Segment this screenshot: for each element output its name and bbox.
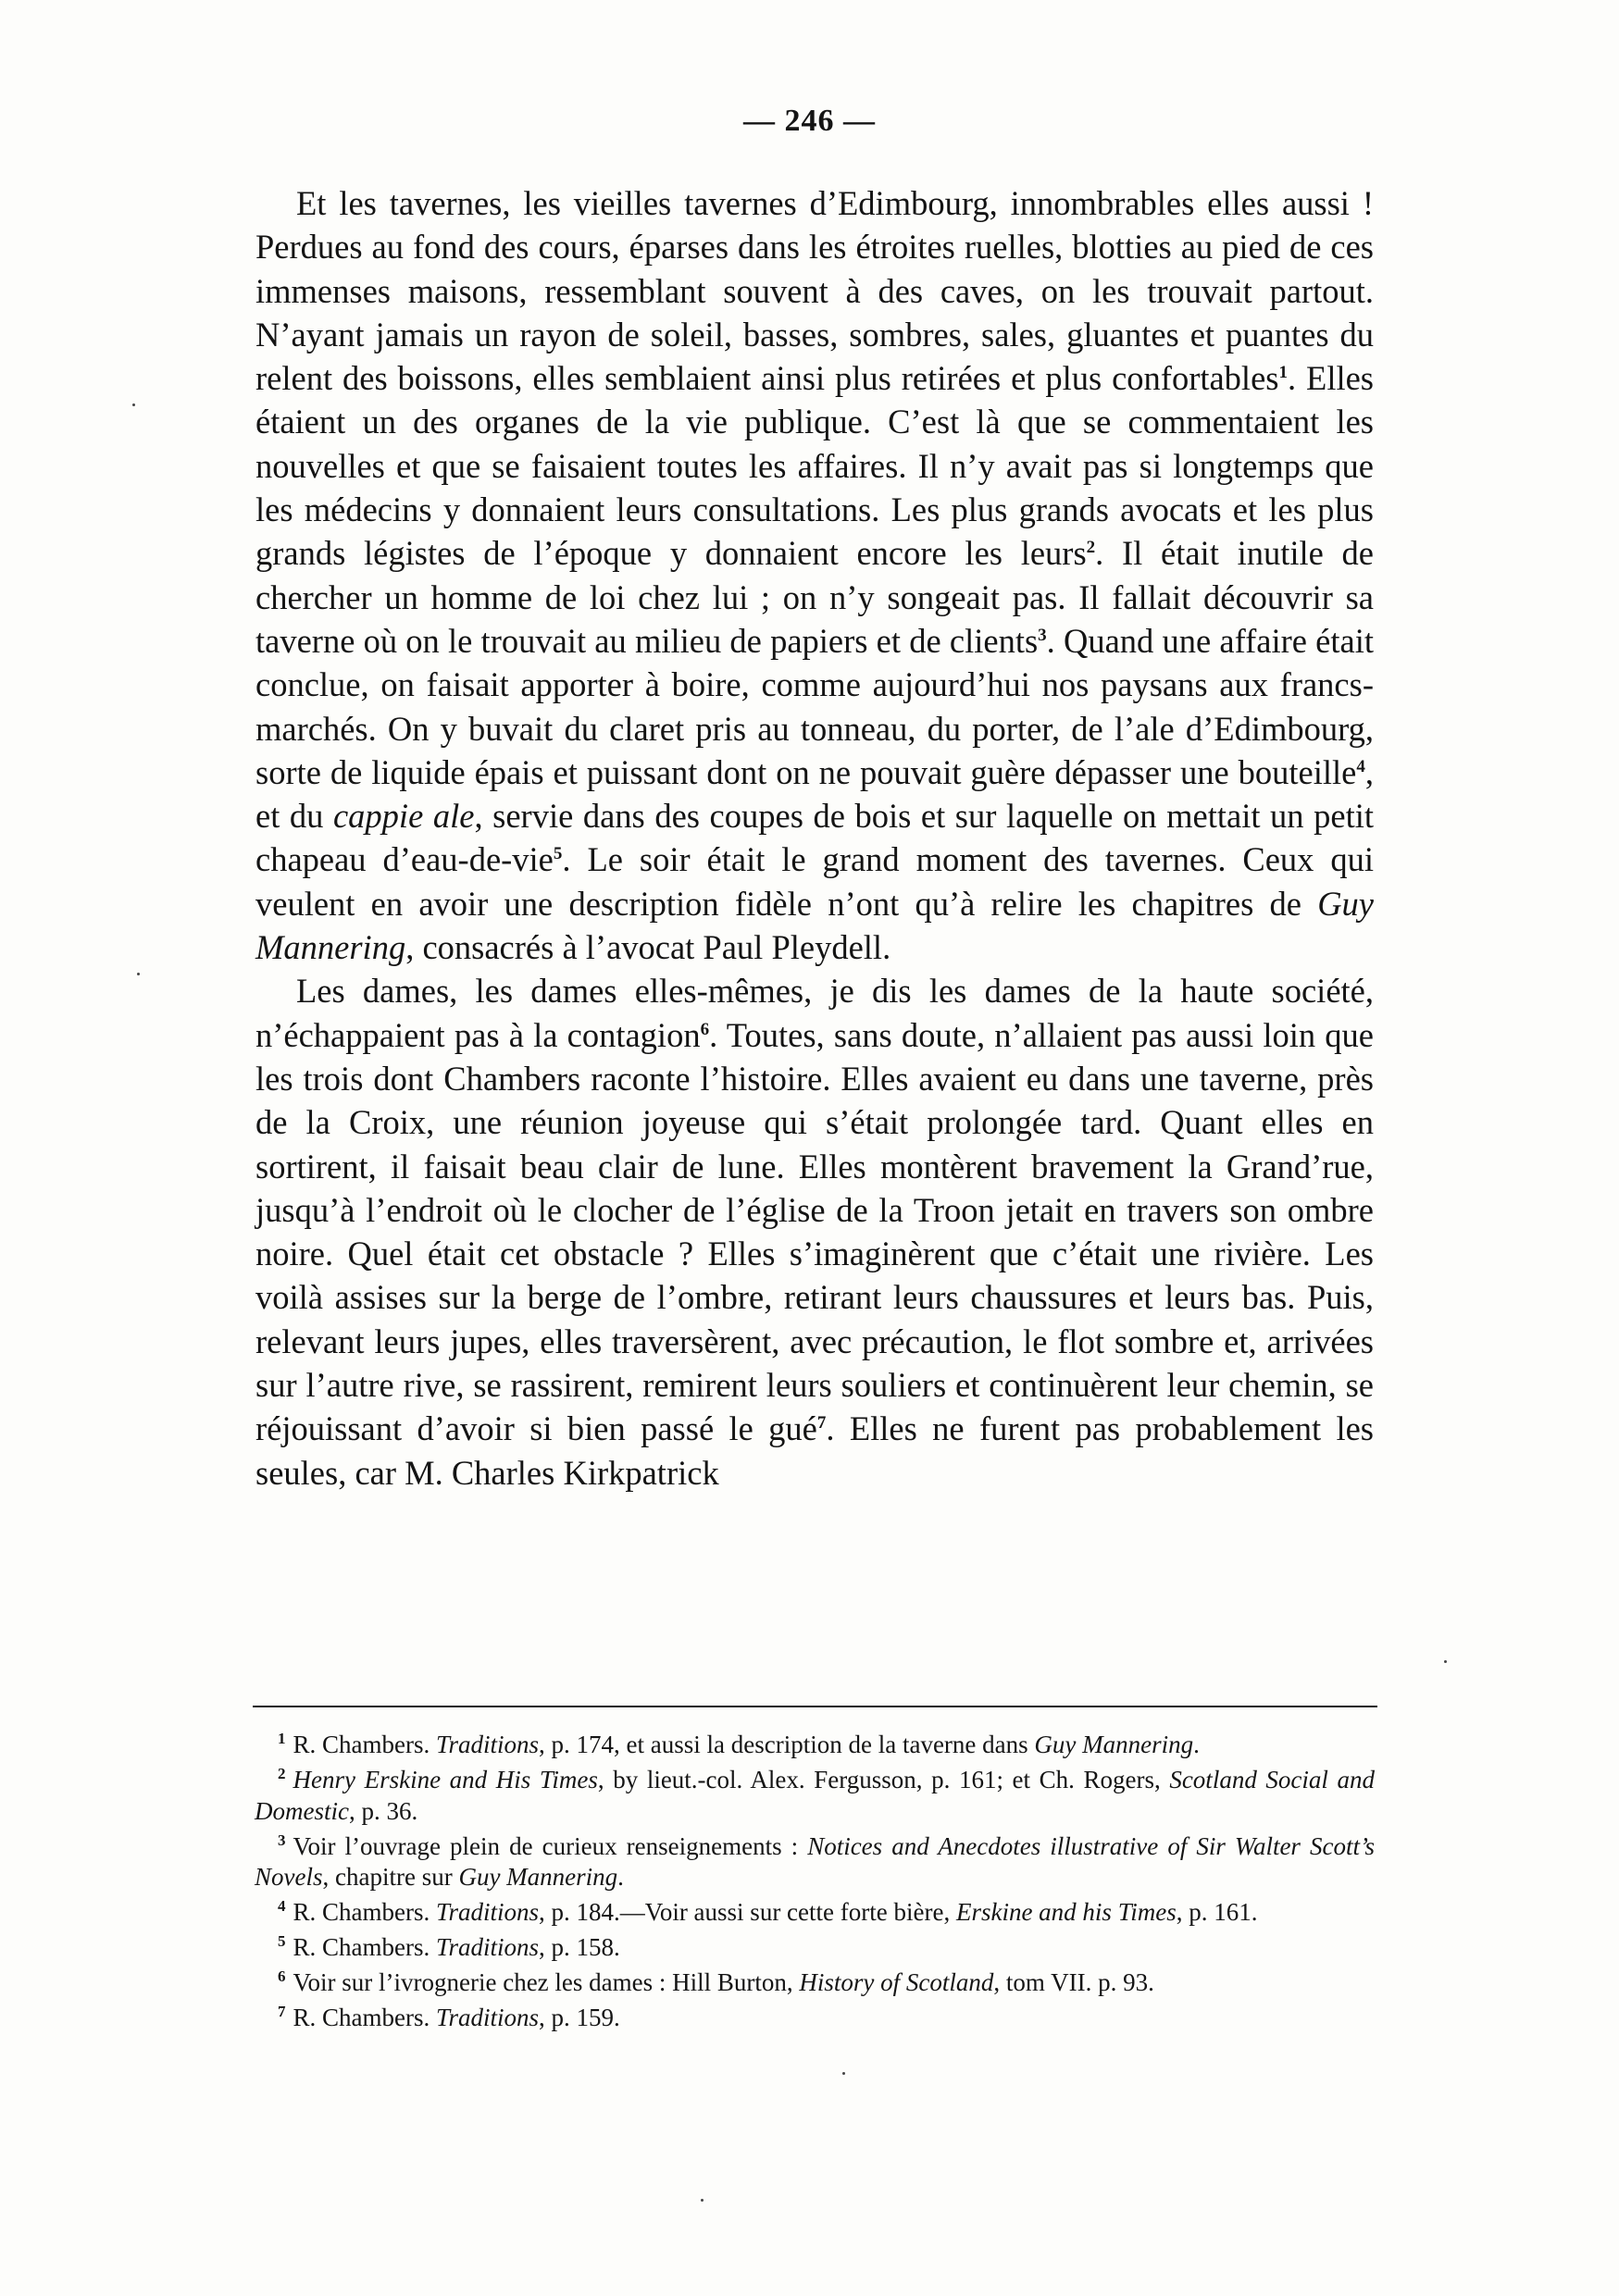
- paragraph: [255, 181, 1374, 969]
- footnote-number: 3: [278, 1831, 286, 1849]
- italic-title: Erskine and his Times: [955, 1898, 1177, 1926]
- footnote-number: 1: [278, 1730, 286, 1747]
- footnote: [255, 1831, 1375, 1893]
- footnote: [255, 1765, 1375, 1827]
- footnote-number: 4: [278, 1897, 286, 1915]
- text-run: . Quand une affaire était conclue, on faisait apporter à boire, comme aujourd’hui nos paysans aux francs-marchés. On y buvait du claret pris au tonneau, du porter, de l’ale d’Edimbourg, sorte de liquide épais et puissant dont on ne pouvait guère dépasser une bouteille: [255, 621, 1374, 791]
- paper-speck: [137, 973, 140, 975]
- text-run: . Elles étaient un des organes de la vie publique. C’est là que se commentaient les nouvelles et que se faisaient toutes les affaires. Il n’y avait pas si longtemps que les médecins y donnaient leurs consultations. Les plus grands avocats et les plus grands légistes de l’époque y donnaient encore les leurs: [255, 359, 1375, 573]
- text-run: , p. 159.: [539, 2004, 620, 2031]
- italic-title: Guy Mannering: [1034, 1731, 1194, 1758]
- paper-speck: [1444, 1660, 1447, 1663]
- text-run: . Le soir était le grand moment des tavernes. Ceux qui veulent en avoir une description fidèle n’ont qu’à relire les chapitres de: [255, 840, 1374, 923]
- footnote-reference: 4: [1356, 756, 1365, 776]
- text-run: , tom VII. p. 93.: [993, 1968, 1154, 1996]
- italic-title: Traditions: [436, 2004, 540, 2031]
- text-run: . Il était inutile de chercher un homme de loi chez lui ; on n’y songeait pas. Il fallait découvrir sa taverne où on le trouvait au milieu de papiers et de clients: [255, 534, 1375, 660]
- italic-title: Notices and Anecdotes illustrative of Sir Walter Scott’s Novels: [255, 1831, 1375, 1891]
- text-run: , servie dans des coupes de bois et sur laquelle on mettait un petit chapeau d’eau-de-vie: [255, 797, 1374, 879]
- footnote: [255, 1730, 1375, 1761]
- footnotes: [255, 1730, 1375, 2038]
- italic-title: Henry Erskine and His Times: [293, 1766, 598, 1793]
- footnote-reference: 1: [1278, 363, 1288, 383]
- text-run: R. Chambers.: [293, 1731, 436, 1758]
- text-run: . Toutes, sans doute, n’allaient pas aussi loin que les trois dont Chambers raconte l’histoire. Elles avaient eu dans une taverne, près de la Croix, une réunion joyeuse qui s’était prolongée tard. Quant elles en sortirent, il faisait beau clair de lune. Elles montèrent bravement la Grand’rue, jusqu’à l’endroit où le clocher de l’église de la Troon jetait en travers son ombre noire. Quel était cet obstacle ? Elles s’imaginèrent que c’était une rivière. Les voilà assises sur la berge de l’ombre, retirant leurs chaussures et leurs bas. Puis, relevant leurs jupes, elles traversèrent, avec précaution, le flot sombre et, arrivées sur l’autre rive, se rassirent, remirent leurs souliers et continuèrent leur chemin, se réjouissant d’avoir si bien passé le gué: [255, 1015, 1374, 1448]
- text-run: , by lieut.-col. Alex. Fergusson, p. 161; et Ch. Rogers,: [597, 1766, 1170, 1793]
- text-run: . Elles ne furent pas probablement les seules, car M. Charles Kirkpatrick: [255, 1409, 1375, 1492]
- page-number: — 246 —: [743, 104, 876, 138]
- footnote: [255, 1932, 1375, 1964]
- footnote-number: 6: [278, 1967, 286, 1985]
- italic-title: Guy Mannering: [458, 1863, 618, 1891]
- paragraph: [255, 969, 1374, 1495]
- text-run: .: [1193, 1731, 1200, 1758]
- footnote: [255, 1967, 1375, 1999]
- text-run: , p. 36.: [348, 1796, 418, 1825]
- italic-title: Guy Mannering: [255, 884, 1374, 967]
- paper-speck: [701, 2199, 704, 2202]
- text-run: , et du: [255, 752, 1374, 836]
- footnote-reference: 5: [553, 844, 563, 864]
- footnote-reference: 6: [700, 1019, 710, 1039]
- footnote-divider: [253, 1706, 1377, 1707]
- text-run: R. Chambers.: [293, 2004, 436, 2031]
- text-run: R. Chambers.: [293, 1898, 436, 1926]
- footnote-reference: 7: [816, 1413, 827, 1433]
- text-run: , p. 158.: [539, 1933, 620, 1961]
- footnote-number: 7: [278, 2003, 286, 2020]
- text-run: R. Chambers.: [293, 1933, 436, 1961]
- text-run: .: [617, 1863, 624, 1891]
- text-run: , consacrés à l’avocat Paul Pleydell.: [405, 928, 891, 967]
- italic-title: cappie ale: [332, 797, 475, 836]
- italic-title: Traditions: [436, 1898, 540, 1926]
- text-run: Voir sur l’ivrognerie chez les dames : Hill Burton,: [293, 1968, 800, 1996]
- italic-title: History of Scotland: [799, 1968, 994, 1996]
- footnote-number: 5: [278, 1932, 286, 1950]
- footnote: [255, 1897, 1375, 1929]
- text-run: Et les tavernes, les vieilles tavernes d’Edimbourg, innombrables elles aussi ! Perdues au fond des cours, éparses dans les étroites ruelles, blotties au pied de ces immenses maisons, ressemblant souvent à des caves, on les trouvait partout. N’ayant jamais un rayon de soleil, basses, sombres, sales, gluantes et puantes du relent des boissons, elles semblaient ainsi plus retirées et plus confortables: [255, 184, 1374, 398]
- text-run: , p. 174, et aussi la description de la taverne dans: [539, 1731, 1035, 1758]
- text-run: Voir l’ouvrage plein de curieux renseignements :: [293, 1831, 808, 1860]
- footnote-reference: 2: [1086, 538, 1096, 558]
- italic-title: Scotland Social and Domestic: [255, 1766, 1375, 1825]
- italic-title: Traditions: [436, 1933, 540, 1961]
- text-run: , p. 184.—Voir aussi sur cette forte bière,: [539, 1898, 956, 1926]
- paper-speck: [132, 403, 135, 406]
- main-text: [255, 181, 1374, 1495]
- text-run: Les dames, les dames elles-mêmes, je dis les dames de la haute société, n’échappaient pas à la contagion: [255, 972, 1374, 1054]
- text-run: , p. 161.: [1176, 1898, 1258, 1926]
- footnote-reference: 3: [1038, 625, 1047, 645]
- paper-speck: [842, 2072, 845, 2075]
- footnote-number: 2: [278, 1765, 286, 1782]
- footnote: [255, 2003, 1375, 2034]
- italic-title: Traditions: [436, 1731, 540, 1758]
- text-run: , chapitre sur: [322, 1863, 459, 1891]
